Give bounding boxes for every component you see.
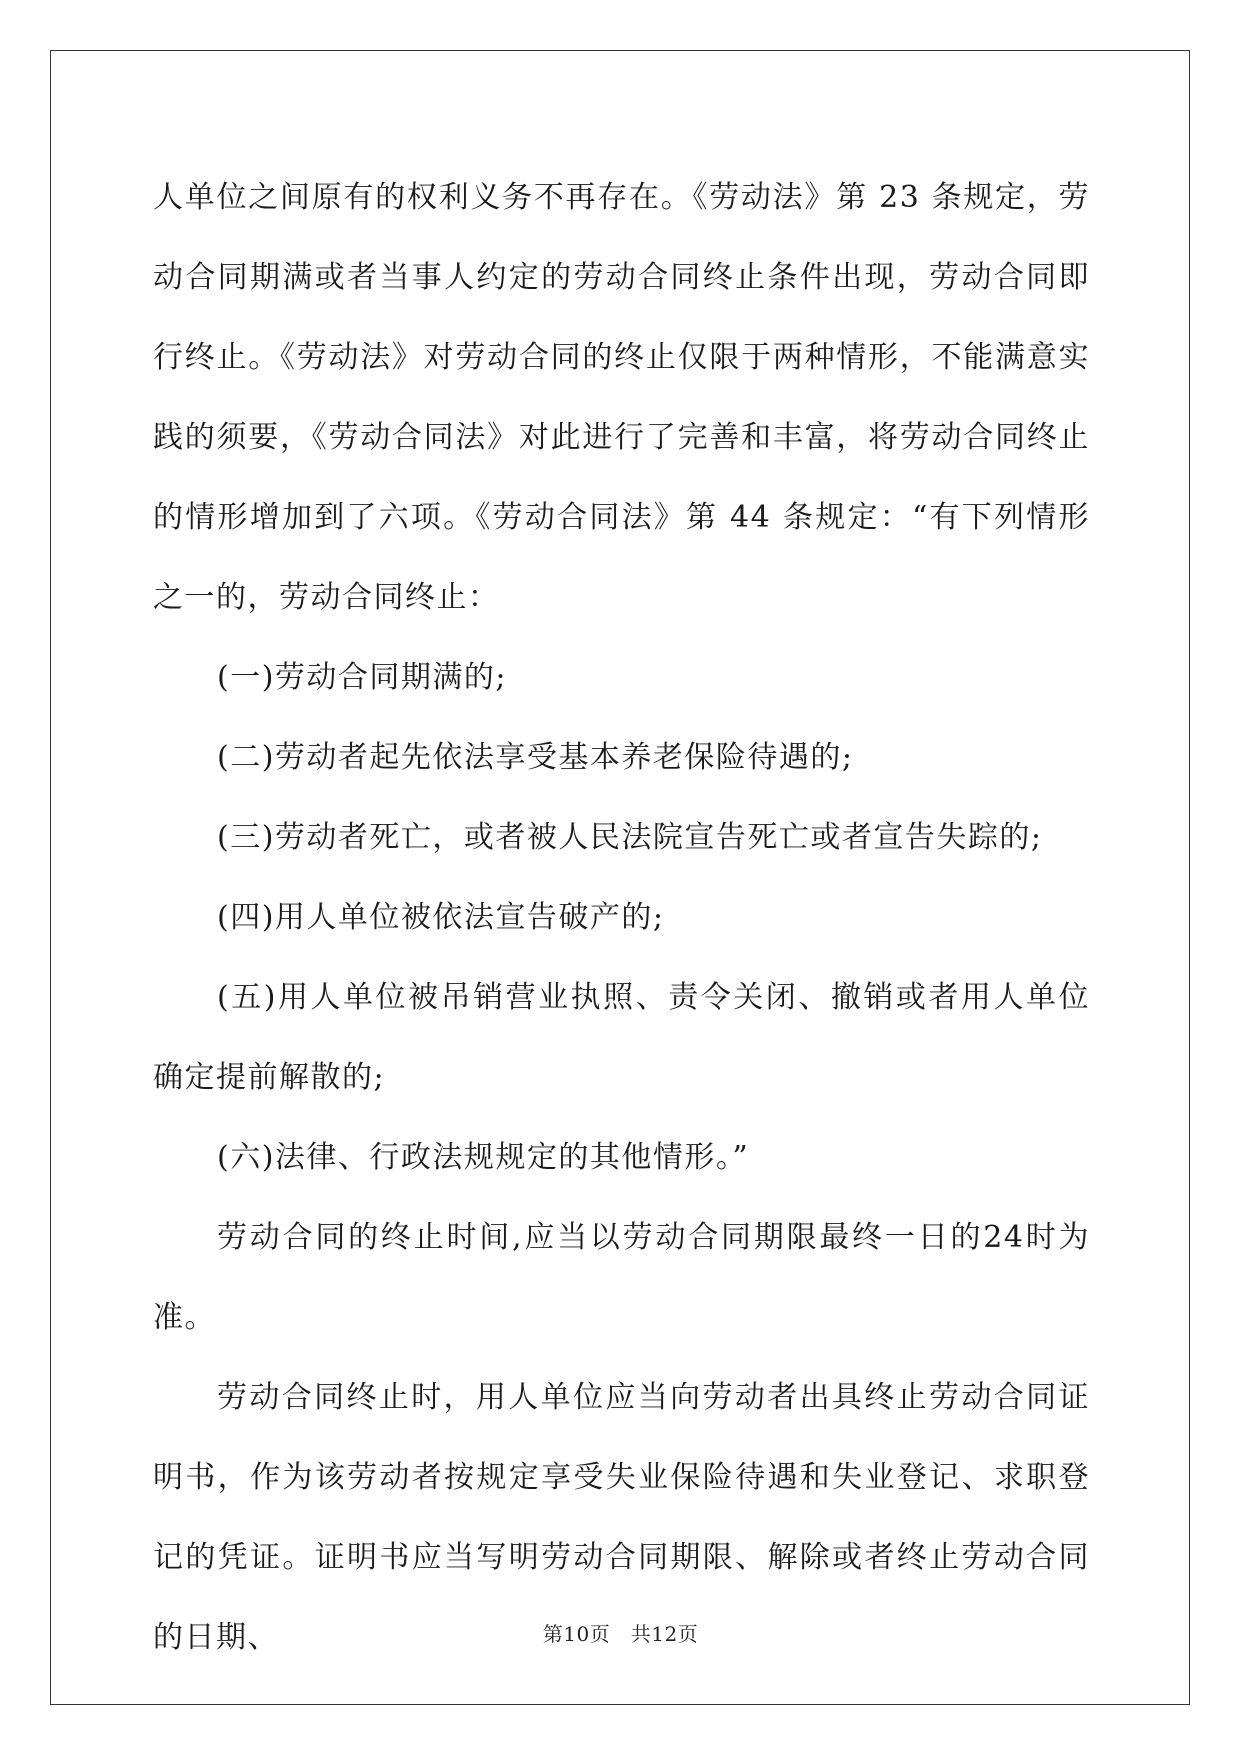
page-footer (0, 1618, 1241, 1647)
clause-item-2: (二)劳动者起先依法享受基本养老保险待遇的; (217, 740, 854, 775)
paragraph-termination-certificate: 劳动合同终止时，用人单位应当向劳动者出具终止劳动合同证明书，作为该劳动者按规定享受失业保险待遇和失业登记、求职登记的凭证。证明书应当写明劳动合同期限、解除或者终止劳动合同的日期、 (153, 1380, 1090, 1655)
document-body (153, 158, 1090, 1678)
page-number: 第10页 (542, 1622, 611, 1646)
clause-item-3: (三)劳动者死亡，或者被人民法院宣告死亡或者宣告失踪的; (217, 820, 1043, 855)
clause-item-6: (六)法律、行政法规规定的其他情形。” (217, 1140, 750, 1175)
clause-item-4: (四)用人单位被依法宣告破产的; (217, 900, 665, 935)
paragraph-termination-time: 劳动合同的终止时间,应当以劳动合同期限最终一日的24时为准。 (153, 1220, 1090, 1335)
clause-item-1: (一)劳动合同期满的; (217, 660, 508, 695)
clause-item-5: (五)用人单位被吊销营业执照、责令关闭、撤销或者用人单位确定提前解散的; (153, 980, 1090, 1095)
page-total: 共12页 (630, 1622, 699, 1646)
paragraph-continuation: 人单位之间原有的权利义务不再存在。《劳动法》第 23 条规定，劳动合同期满或者当事人约定的劳动合同终止条件出现，劳动合同即行终止。《劳动法》对劳动合同的终止仅限于两种情形，不能满意实践的须要，《劳动合同法》对此进行了完善和丰富，将劳动合同终止的情形增加到了六项。《劳动合同法》第 44 条规定：“有下列情形之一的，劳动合同终止： (153, 180, 1090, 615)
